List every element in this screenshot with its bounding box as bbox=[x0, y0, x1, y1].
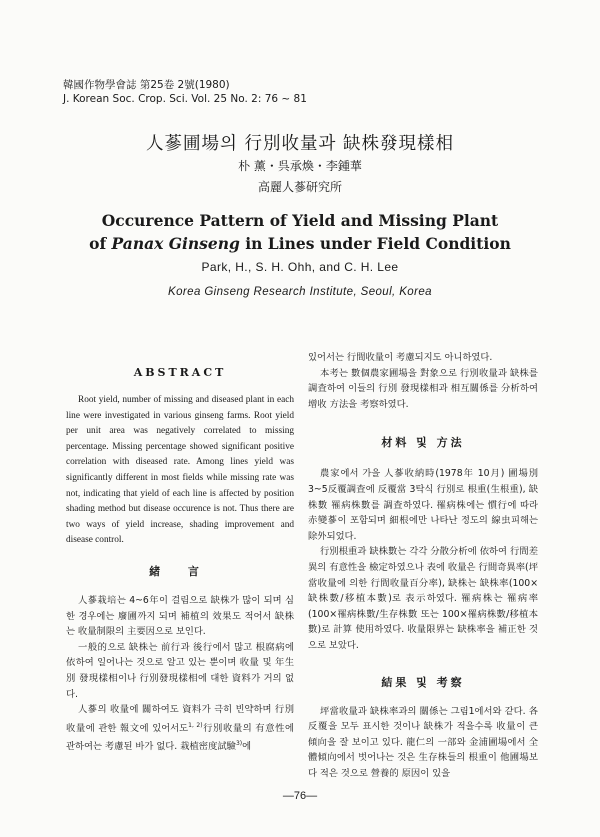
english-affiliation: Korea Ginseng Research Institute, Seoul, Korea bbox=[168, 286, 432, 298]
results-heading: 結果 및 考察 bbox=[381, 675, 465, 689]
english-title bbox=[0, 209, 600, 255]
english-authors: Park, H., S. H. Ohh, and C. H. Lee bbox=[201, 260, 399, 274]
korean-authors: 朴 薰・呉承煥・李鍾華 bbox=[238, 159, 362, 173]
abstract-text: Root yield, number of missing and diseased plant in each line were investigated in various ginseng farms. Root yield per unit area was negatively correlated to missing percentage. Missing percentage showed significant positive correlation with diseased rate. Among lines yield was significantly different in most fields while missing rate was not, indicating that yield of each line is affected by position shading method but disease occurence is not. Thus there are two ways of yield increase, shading improvement and disease control. bbox=[66, 395, 294, 546]
page-number: —76— bbox=[282, 790, 318, 802]
english-title-line2 bbox=[0, 232, 600, 255]
intro-paragraph-3 bbox=[66, 702, 294, 755]
intro-p3-part-b: 行別收量의 有意性에 관하여는 考慮된 바가 없다. 栽植密度試驗 bbox=[66, 722, 294, 753]
intro-paragraph-3-continued: 있어서는 行間收量이 考慮되지도 아니하였다. bbox=[308, 352, 493, 363]
methods-paragraph-2: 行別根重과 缺株數는 각각 分散分析에 依하여 行間差異의 有意性을 檢定하였으나 表에 收量은 行間奇異率(坪當收量에 의한 行間收量百分率), 缺株는 缺株率(100×缺株數/移植本數)로 表示하였다. 罹病株는 罹病率(100×罹病株數/生存株數 또는 100×罹病株數/移植本數)로 計算 使用하였다. 收量限界는 缺株率을 補正한 것으로 보았다. bbox=[308, 546, 538, 651]
intro-paragraph-1: 人蔘栽培는 4~6年이 걸림으로 缺株가 많이 되며 심한 경우에는 廢圃까지 되며 補植의 效果도 적어서 缺株는 收量制限의 主要因으로 보인다. bbox=[66, 594, 294, 638]
right-column bbox=[308, 330, 538, 781]
intro-p3-part-a: 人蔘의 收量에 關하여도 資料가 극히 빈약하며 行別收量에 관한 報文에 있어서도 bbox=[66, 704, 294, 734]
journal-citation bbox=[63, 78, 307, 106]
species-name: Panax Ginseng bbox=[111, 234, 240, 253]
journal-citation-korean: 韓國作物學會誌 第25卷 2號(1980) bbox=[63, 79, 230, 91]
title-suffix: in Lines under Field Condition bbox=[239, 234, 511, 253]
english-title-line1: Occurence Pattern of Yield and Missing Plant bbox=[101, 211, 499, 230]
journal-citation-english: J. Korean Soc. Crop. Sci. Vol. 25 No. 2: 76 ~ 81 bbox=[63, 93, 307, 105]
korean-affiliation: 高麗人蔘研究所 bbox=[257, 180, 342, 194]
intro-p3-part-c: 에 bbox=[242, 741, 252, 753]
introduction-heading: 緒 言 bbox=[149, 564, 211, 578]
intro-paragraph-2: 一般的으로 缺株는 前行과 後行에서 많고 根腐病에 依하여 일어나는 것으로 알고 있는 뿐이며 收量 및 年生別 發現樣相이나 行別發現樣相에 대한 資料가 거의 없다. bbox=[66, 641, 294, 700]
methods-heading: 材料 및 方法 bbox=[381, 436, 465, 450]
left-column bbox=[66, 330, 294, 755]
citation-ref-1-2: 1, 2) bbox=[188, 721, 203, 729]
intro-paragraph-4: 本考는 數個農家圃場을 對象으로 行別收量과 缺株를 調査하여 이들의 行別 發現樣相과 相互關係를 分析하여 增收 方法을 考察하였다. bbox=[308, 367, 538, 410]
methods-paragraph-1: 農家에서 가을 人蔘收納時(1978年 10月) 圃場別 3~5反覆調査에 反覆當 3탁식 行別로 根重(生根重), 缺株數 罹病株數를 調査하였다. 罹病株에는 慣行에 따라 赤變蔘이 포함되며 細根에만 나타난 정도의 線虫피해는 除外되었다. bbox=[308, 468, 538, 542]
title-prefix: of bbox=[89, 234, 112, 253]
abstract-heading: ABSTRACT bbox=[133, 366, 227, 379]
korean-title: 人蔘圃場의 行別收量과 缺株發現樣相 bbox=[146, 134, 454, 154]
citation-ref-3: 3) bbox=[235, 740, 243, 748]
results-paragraph-1: 坪當收量과 缺株率과의 關係는 그림1에서와 같다. 各反覆을 모두 표시한 것이나 缺株가 적을수록 收量이 큰 傾向을 잘 보이고 있다. 龍仁의 一部와 金浦圃場에서 全體傾向에서 벗어나는 것은 生存株들의 根重이 他圃場보다 적은 것으로 營養的 原因이 있을 bbox=[308, 705, 538, 779]
